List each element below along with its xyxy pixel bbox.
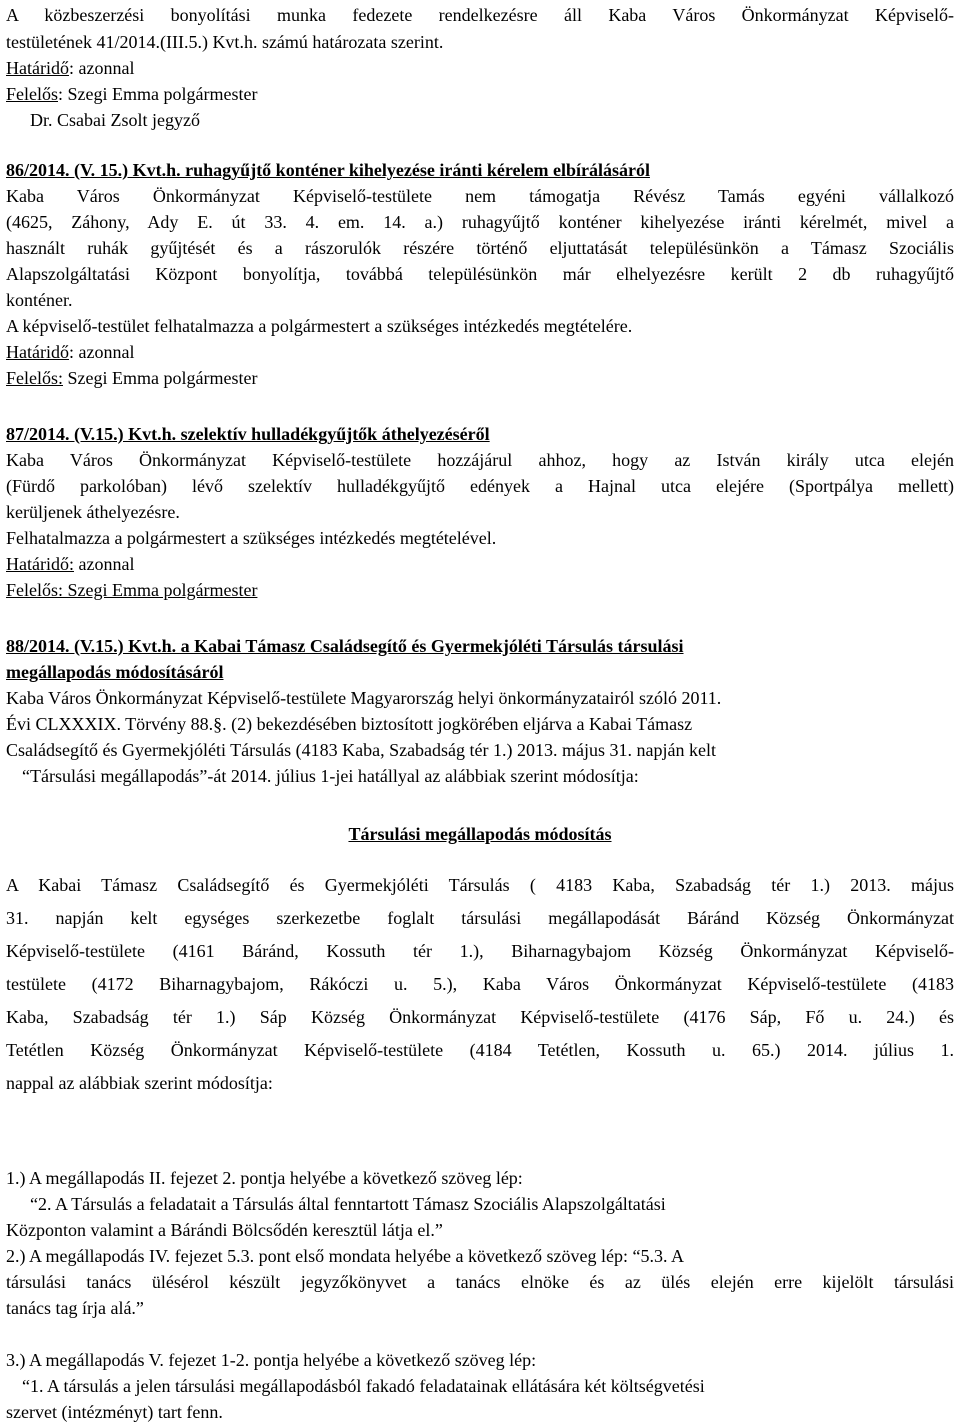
amendment-line-7: nappal az alábbiak szerint módosítja:	[6, 1073, 273, 1093]
resolution-86-line-5: konténer.	[6, 290, 73, 310]
amendment-item-2-end: tanács tag írja alá.”	[6, 1298, 144, 1318]
amendment-item-1: 1.) A megállapodás II. fejezet 2. pontja helyébe a következő szöveg lép:	[6, 1168, 523, 1188]
amendment-item-3: 3.) A megállapodás V. fejezet 1-2. pontja helyébe a következő szöveg lép:	[6, 1350, 537, 1370]
intro-line-2: testületének 41/2014.(III.5.) Kvt.h. számú határozata szerint.	[6, 32, 444, 52]
deadline-value: : azonnal	[68, 342, 135, 362]
resolution-88-line-3: Családsegítő és Gyermekjóléti Társulás (4183 Kaba, Szabadság tér 1.) 2013. május 31. napján kelt	[6, 740, 716, 760]
resolution-86-responsible	[6, 367, 954, 389]
resolution-86-line-6: A képviselő-testület felhatalmazza a polgármestert a szükséges intézkedés megtételére.	[6, 316, 633, 336]
resolution-88-line-2: Évi CLXXXIX. Törvény 88.§. (2) bekezdésében biztosított jogkörében eljárva a Kabai Támasz	[6, 714, 693, 734]
amendment-item-3-quote-cont: szervet (intézményt) tart fenn.	[6, 1402, 223, 1422]
resolution-86-line-3: használt ruhák gyűjtését és a rászorulók részére történő eljuttatását településünkön a Támasz Szociális	[6, 238, 954, 258]
amendment-item-2-cont: társulási tanács ülésérol készült jegyzőkönyvet a tanács elnöke és az ülés elején erre kijelölt társulási	[6, 1272, 954, 1292]
responsible-value: Szegi Emma polgármester	[63, 368, 258, 388]
responsible-label: Felelős:	[6, 368, 63, 388]
amendment-line-5: Kaba, Szabadság tér 1.) Sáp Község Önkormányzat Képviselő-testülete (4176 Sáp, Fő u. 24.) és	[6, 1007, 954, 1027]
intro-responsible-second: Dr. Csabai Zsolt jegyző	[30, 110, 200, 130]
amendment-item-1-quote: “2. A Társulás a feladatait a Társulás által fenntartott Támasz Szociális Alapszolgáltatási	[30, 1194, 666, 1214]
resolution-86-line-4: Alapszolgáltatási Központ bonyolítja, továbbá településünkön már elhelyezésre került 2 db ruhagyűjtő	[6, 264, 954, 284]
deadline-value: azonnal	[73, 554, 135, 574]
deadline-label: Határidő	[6, 342, 69, 362]
amendment-line-4: testülete (4172 Biharnagybajom, Rákóczi u. 5.), Kaba Város Önkormányzat Képviselő-testülete (4183	[6, 974, 954, 994]
resolution-86-title: 86/2014. (V. 15.) Kvt.h. ruhagyűjtő konténer kihelyezése iránti kérelem elbírálásáról	[6, 160, 650, 180]
deadline-label: Határidő	[6, 58, 69, 78]
resolution-86-line-1: Kaba Város Önkormányzat Képviselő-testülete nem támogatja Révész Tamás egyéni vállalkozó	[6, 186, 954, 206]
amendment-line-1: A Kabai Támasz Családsegítő és Gyermekjóléti Társulás ( 4183 Kaba, Szabadság tér 1.) 2013. május	[6, 875, 954, 895]
amendment-line-6: Tetétlen Község Önkormányzat Képviselő-testülete (4184 Tetétlen, Kossuth u. 65.) 2014. július 1.	[6, 1040, 954, 1060]
deadline-value: : azonnal	[68, 58, 135, 78]
resolution-87-title: 87/2014. (V.15.) Kvt.h. szelektív hulladékgyűjtők áthelyezéséről	[6, 424, 490, 444]
resolution-88-line-1: Kaba Város Önkormányzat Képviselő-testülete Magyarország helyi önkormányzatairól szóló 2011.	[6, 688, 722, 708]
amendment-item-2: 2.) A megállapodás IV. fejezet 5.3. pont első mondata helyébe a következő szöveg lép: “5.3. A	[6, 1246, 684, 1266]
intro-deadline	[6, 57, 954, 79]
resolution-86-line-2: (4625, Záhony, Ady E. út 33. 4. em. 14. a.) ruhagyűjtő konténer kihelyezése iránti kérelmét, mivel a	[6, 212, 954, 232]
amendment-heading: Társulási megállapodás módosítás	[348, 824, 612, 844]
intro-line-1: A közbeszerzési bonyolítási munka fedezete rendelkezésre áll Kaba Város Önkormányzat Képviselő-	[6, 5, 954, 25]
resolution-86-deadline	[6, 341, 954, 363]
responsible-label: Felelős	[6, 84, 58, 104]
responsible-value: : Szegi Emma polgármester	[58, 84, 258, 104]
resolution-88-line-4: “Társulási megállapodás”-át 2014. július 1-jei hatállyal az alábbiak szerint módosítja:	[22, 766, 639, 786]
amendment-line-3: Képviselő-testülete (4161 Báránd, Kossuth tér 1.), Biharnagybajom Község Önkormányzat Képviselő-	[6, 941, 954, 961]
resolution-87-line-2: (Fürdő parkolóban) lévő szelektív hulladékgyűjtő edények a Hajnal utca elejére (Sportpálya mellett)	[6, 476, 954, 496]
resolution-87-line-1: Kaba Város Önkormányzat Képviselő-testülete hozzájárul ahhoz, hogy az István király utca elején	[6, 450, 954, 470]
resolution-88-title-line-2: megállapodás módosításáról	[6, 662, 224, 682]
resolution-87-line-4: Felhatalmazza a polgármestert a szükséges intézkedés megtételével.	[6, 528, 497, 548]
amendment-line-2: 31. napján kelt egységes szerkezetbe foglalt társulási megállapodását Báránd Község Önkormányzat	[6, 908, 954, 928]
resolution-87-responsible: Felelős: Szegi Emma polgármester	[6, 580, 258, 600]
resolution-87-deadline	[6, 553, 954, 575]
resolution-88-title-line-1: 88/2014. (V.15.) Kvt.h. a Kabai Támasz Családsegítő és Gyermekjóléti Társulás társulási	[6, 636, 684, 656]
resolution-87-line-3: kerüljenek áthelyezésre.	[6, 502, 180, 522]
deadline-label: Határidő:	[6, 554, 74, 574]
amendment-item-3-quote: “1. A társulás a jelen társulási megállapodásból fakadó feladatainak ellátására két költségvetési	[22, 1376, 705, 1396]
intro-responsible	[6, 83, 954, 105]
amendment-item-1-quote-cont: Központon valamint a Bárándi Bölcsődén keresztül látja el.”	[6, 1220, 443, 1240]
